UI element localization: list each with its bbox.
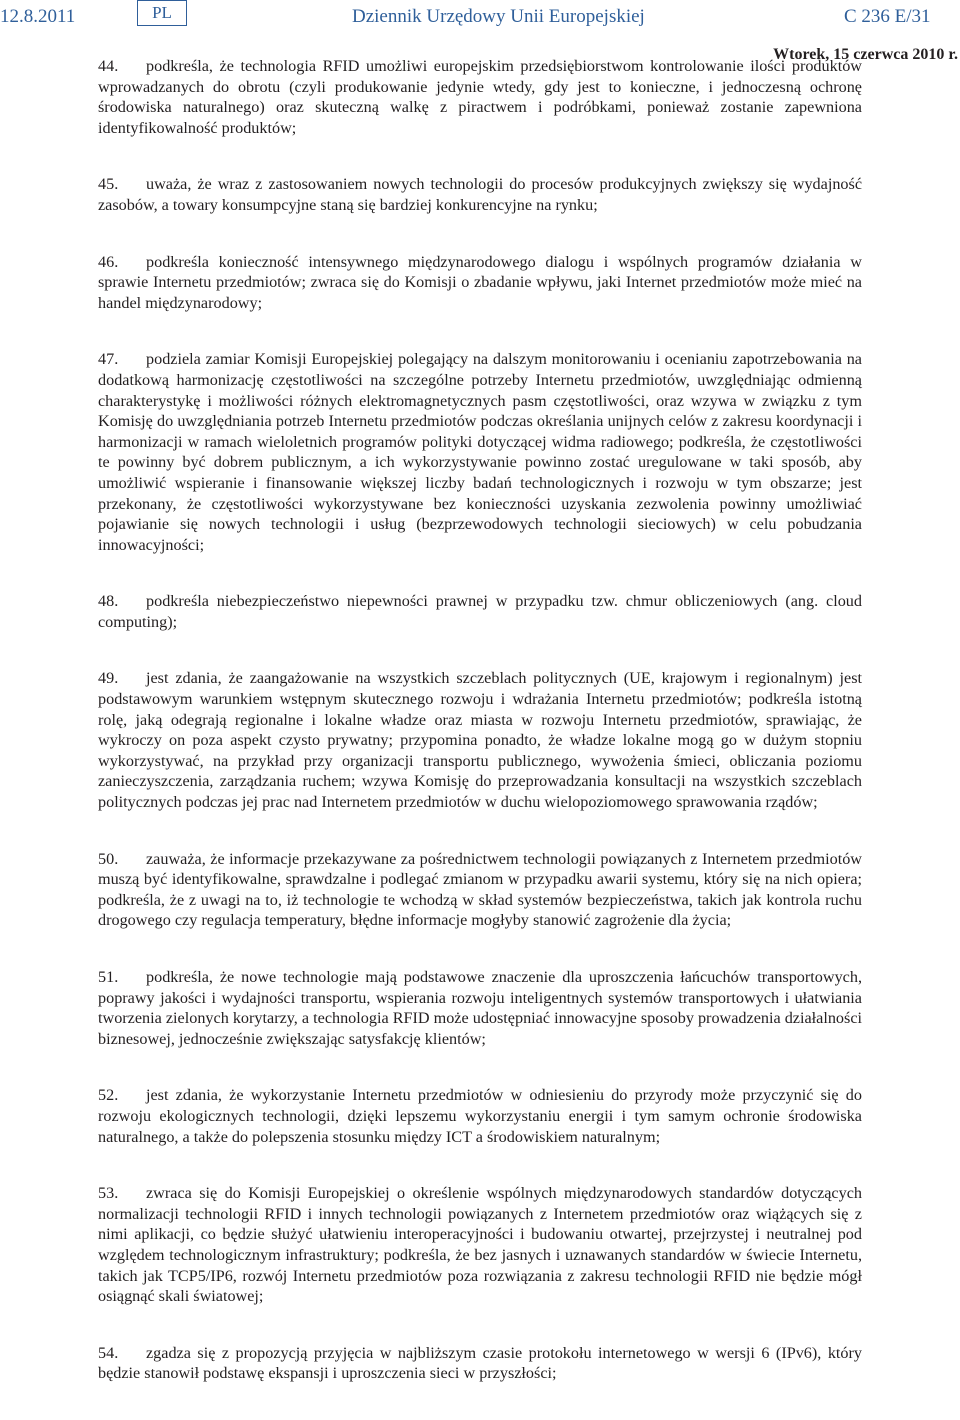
session-date: Wtorek, 15 czerwca 2010 r. (773, 46, 958, 63)
paragraph-51 (98, 967, 862, 1049)
language-badge: PL (137, 0, 187, 26)
paragraph-number: 52. (98, 1086, 119, 1105)
document-body (98, 56, 862, 1420)
paragraph-number: 46. (98, 252, 119, 271)
journal-title: Dziennik Urzędowy Unii Europejskiej (352, 6, 645, 27)
paragraph-text: zgadza się z propozycją przyjęcia w najbliższym czasie protokołu internetowego w wersji 6 (IPv6), który będzie stanowił podstawę ekspansji i uproszczenia sieci w przyszłości; (98, 1343, 862, 1383)
paragraph-number: 50. (98, 849, 119, 868)
paragraph-46 (98, 252, 862, 314)
paragraph-number: 48. (98, 592, 119, 611)
paragraph-text: zauważa, że informacje przekazywane za pośrednictwem technologii powiązanych z Internetem przedmiotów muszą być identyfikowalne, sprawdzalne i podlegać zmianom w przypadku awarii systemu, który się na nich opiera; podkreśla, że z uwagi na to, iż technologie te wchodzą w skład systemów bezpieczeństwa, takich jak kontrola ruchu drogowego czy regulacja temperatury, błędne informacje mogłyby stanowić zagrożenie dla życia; (98, 849, 862, 930)
paragraph-47 (98, 349, 862, 555)
paragraph-number: 47. (98, 350, 119, 369)
journal-reference: C 236 E/31 (844, 6, 931, 27)
paragraph-54 (98, 1343, 862, 1384)
paragraph-text: zwraca się do Komisji Europejskiej o określenie wspólnych międzynarodowych standardów dotyczących normalizacji technologii RFID i innych technologii powiązanych z Internetem przedmiotów oraz wiążących się z nimi aplikacji, co będzie służyć ułatwieniu interoperacyjności i budowaniu otwartej, przejrzystej i neutralnej pod względem technologicznym infrastruktury; podkreśla, że bez jasnych i uznawanych standardów w świecie Internetu, takich jak TCP5/IP6, rozwój Internetu przedmiotów poza rozwiązania z zakresu technologii RFID nie będzie mógł osiągnąć skali światowej; (98, 1184, 862, 1306)
paragraph-number: 51. (98, 968, 119, 986)
paragraph-44 (98, 56, 862, 138)
paragraph-number: 54. (98, 1343, 119, 1362)
paragraph-text: jest zdania, że zaangażowanie na wszystkich szczeblach politycznych (UE, krajowym i regionalnym) jest podstawowym warunkiem wstępnym skutecznego rozwoju i wdrażania Internetu przedmiotów; podkreśla istotną rolę, jaką odegrają regionalne i lokalne władze oraz miasta w rozwoju Internetu przedmiotów, sprawiając, że wykroczy on poza aspekt czysto prywatny; przypomina ponadto, że władze lokalne mogą go w dużym stopniu wykorzystywać, na przykład przy organizacji transportu publicznego, wywożenia śmieci, obliczania poziomu zanieczyszczenia, zarządzania ruchem; wzywa Komisję do przeprowadzania konsultacji na wszystkich szczeblach politycznych podczas jej prac nad Internetem przedmiotów w duchu wielopoziomowego sprawowania rządów; (98, 669, 862, 812)
paragraph-number: 49. (98, 669, 119, 688)
paragraph-text: podkreśla konieczność intensywnego międzynarodowego dialogu i wspólnych programów działania w sprawie Internetu przedmiotów; zwraca się do Komisji o zbadanie wpływu, jaki Internet przedmiotów może mieć na handel międzynarodowy; (98, 252, 862, 312)
paragraph-text: podkreśla, że nowe technologie mają podstawowe znaczenie dla uproszczenia łańcuchów transportowych, poprawy jakości i wydajności transportu, wspierania rozwoju inteligentnych systemów transportowych i ułatwiania tworzenia zielonych korytarzy, a technologia RFID może udostępniać innowacyjne sposoby prowadzenia działalności biznesowej, jednocześnie zwiększając satysfakcję klientów; (98, 968, 863, 1048)
paragraph-49 (98, 668, 862, 812)
publication-date: 12.8.2011 (0, 6, 76, 27)
paragraph-number: 45. (98, 175, 119, 194)
paragraph-number: 53. (98, 1184, 119, 1203)
page-header (0, 0, 960, 36)
paragraph-text: podziela zamiar Komisji Europejskiej polegający na dalszym monitorowaniu i ocenianiu zapotrzebowania na dodatkową harmonizację częstotliwości na szczególne potrzeby Internetu przedmiotów, uwzględniając odmienną charakterystykę i możliwości różnych elektromagnetycznych pasm częstotliwości, oraz wzywa w związku z tym Komisję do uwzględniania potrzeb Internetu przedmiotów podczas określania unijnych celów z zakresu koordynacji i harmonizacji w ramach wieloletnich programów polityki dotyczącej widma radiowego; podkreśla, że częstotliwości te powinny być dobrem publicznym, a ich wykorzystywanie powinno zostać uregulowane w taki sposób, aby umożliwić wspieranie i finansowanie większej liczby badań technologicznych i rozwoju w tym obszarze; jest przekonany, że częstotliwości wykorzystywane bez konieczności uzyskania zezwolenia powinny umożliwiać pojawianie się nowych technologii i usług (bezprzewodowych technologii sieciowych) w celu pobudzania innowacyjności; (98, 350, 862, 554)
paragraph-text: podkreśla, że technologia RFID umożliwi europejskim przedsiębiorstwom kontrolowanie ilości produktów wprowadzanych do obrotu (czyli produkowanie jedynie wtedy, gdy jest to konieczne, i jednoczesną ochronę środowiska naturalnego) oraz skuteczną walkę z piractwem i podróbkami, ponieważ zostanie zapewniona identyfikowalność produktów; (98, 57, 862, 137)
paragraph-50 (98, 849, 862, 931)
paragraph-48 (98, 591, 862, 632)
paragraph-text: podkreśla niebezpieczeństwo niepewności prawnej w przypadku tzw. chmur obliczeniowych (ang. cloud computing); (98, 592, 862, 631)
paragraph-text: uważa, że wraz z zastosowaniem nowych technologii do procesów produkcyjnych zwiększy się wydajność zasobów, a towary konsumpcyjne staną się bardziej konkurencyjne na rynku; (98, 175, 862, 214)
paragraph-text: jest zdania, że wykorzystanie Internetu przedmiotów w odniesieniu do przyrody może przyczynić się do rozwoju ekologicznych technologii, dzięki lepszemu wykorzystaniu energii i tym samym ochronie środowiska naturalnego, a także do polepszenia stosunku między ICT a środowiskiem naturalnym; (98, 1086, 862, 1146)
paragraph-45 (98, 174, 862, 215)
paragraph-53 (98, 1183, 862, 1307)
paragraph-52 (98, 1085, 862, 1147)
paragraph-number: 44. (98, 57, 119, 75)
